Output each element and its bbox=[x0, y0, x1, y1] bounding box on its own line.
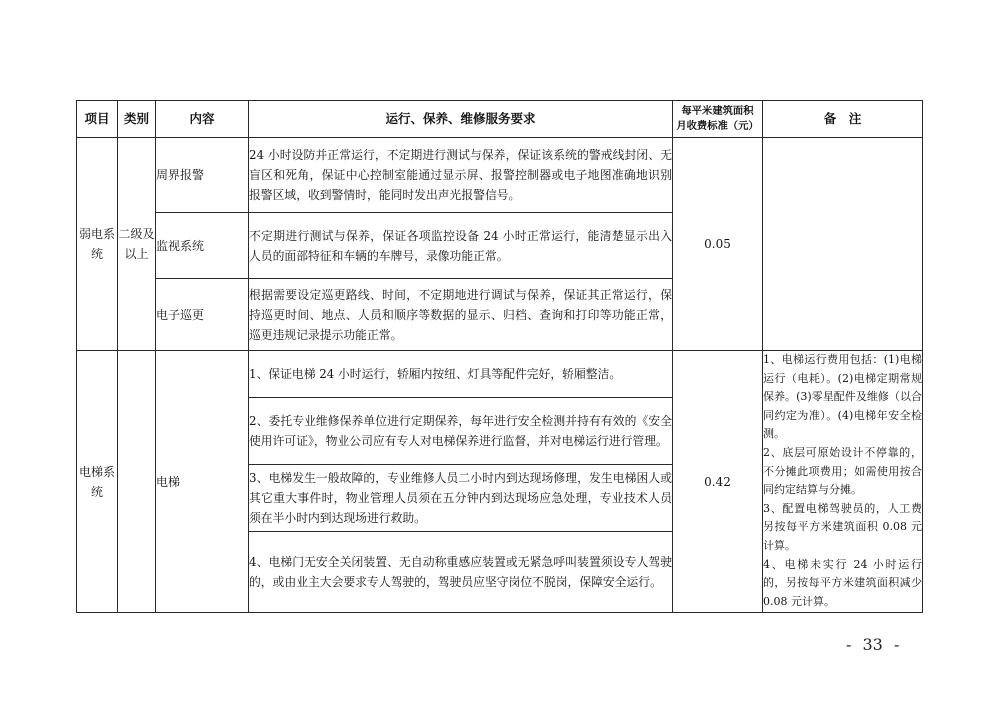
elevator-fee: 0.42 bbox=[673, 351, 763, 613]
header-fee bbox=[673, 101, 763, 138]
elevator-remark-2: 2、底层可原始设计不停靠的，不分摊此项费用；如需使用按合同约定结算与分摊。 bbox=[763, 445, 922, 497]
weak-current-fee: 0.05 bbox=[673, 138, 763, 351]
table-row bbox=[77, 138, 923, 213]
patrol-system-requirement: 根据需要设定巡更路线、时间，不定期地进行调试与保养，保证其正常运行，保持巡更时间、地点、人员和顺序等数据的显示、归档、查询和打印等功能正常，巡更违规记录提示功能正常。 bbox=[249, 279, 673, 351]
header-item: 项目 bbox=[77, 101, 118, 138]
header-content: 内容 bbox=[156, 101, 249, 138]
elevator-remark-1: 1、电梯运行费用包括：(1)电梯运行（电耗）。(2)电梯定期常规保养。(3)零星配件及维修（以合同约定为准）。(4)电梯年安全检测。 bbox=[763, 353, 922, 441]
patrol-system-content: 电子巡更 bbox=[156, 279, 249, 351]
weak-current-remarks bbox=[763, 138, 923, 351]
perimeter-alarm-content: 周界报警 bbox=[156, 138, 249, 213]
service-fee-table bbox=[76, 100, 923, 613]
header-category: 类别 bbox=[118, 101, 156, 138]
elevator-category bbox=[118, 351, 156, 613]
monitoring-system-requirement: 不定期进行测试与保养，保证各项监控设备 24 小时正常运行，能清楚显示出入人员的面部特征和车辆的车牌号，录像功能正常。 bbox=[249, 213, 673, 279]
table-row bbox=[77, 351, 923, 398]
header-fee-line-1: 每平米建筑面积 bbox=[681, 105, 754, 117]
elevator-requirement-3: 3、电梯发生一般故障的，专业维修人员二小时内到达现场修理，发生电梯困人或其它重大事件时，物业管理人员须在五分钟内到达现场应急处理，专业技术人员须在半小时内到达现场进行救助。 bbox=[249, 465, 673, 532]
table-header-row bbox=[77, 101, 923, 138]
elevator-remark-4: 4、电梯未实行 24 小时运行的，另按每平方米建筑面积减少 0.08 元计算。 bbox=[763, 557, 922, 608]
elevator-content: 电梯 bbox=[156, 351, 249, 613]
elevator-item: 电梯系统 bbox=[77, 351, 118, 613]
weak-current-category: 二级及以上 bbox=[118, 138, 156, 351]
header-remarks: 备 注 bbox=[763, 101, 923, 138]
monitoring-system-content: 监视系统 bbox=[156, 213, 249, 279]
header-fee-line-2: 月收费标准（元） bbox=[676, 120, 759, 132]
elevator-remark-3: 3、配置电梯驾驶员的，人工费另按每平方米建筑面积 0.08 元计算。 bbox=[763, 501, 922, 552]
header-requirements: 运行、保养、维修服务要求 bbox=[249, 101, 673, 138]
elevator-requirement-1: 1、保证电梯 24 小时运行，轿厢内按纽、灯具等配件完好，轿厢整洁。 bbox=[249, 351, 673, 398]
elevator-requirement-2: 2、委托专业维修保养单位进行定期保养，每年进行安全检测并持有有效的《安全使用许可证》，物业公司应有专人对电梯保养进行监督，并对电梯运行进行管理。 bbox=[249, 398, 673, 465]
weak-current-item: 弱电系统 bbox=[77, 138, 118, 351]
page-number: - 33 - bbox=[846, 635, 900, 654]
elevator-remarks bbox=[763, 351, 923, 613]
perimeter-alarm-requirement: 24 小时设防并正常运行，不定期进行测试与保养，保证该系统的警戒线封闭、无盲区和死角，保证中心控制室能通过显示屏、报警控制器或电子地图准确地识别报警区域，收到警情时，能同时发出声光报警信号。 bbox=[249, 138, 673, 213]
elevator-requirement-4: 4、电梯门无安全关闭装置、无自动称重感应装置或无紧急呼叫装置须设专人驾驶的，或由业主大会要求专人驾驶的，驾驶员应坚守岗位不脱岗，保障安全运行。 bbox=[249, 532, 673, 613]
